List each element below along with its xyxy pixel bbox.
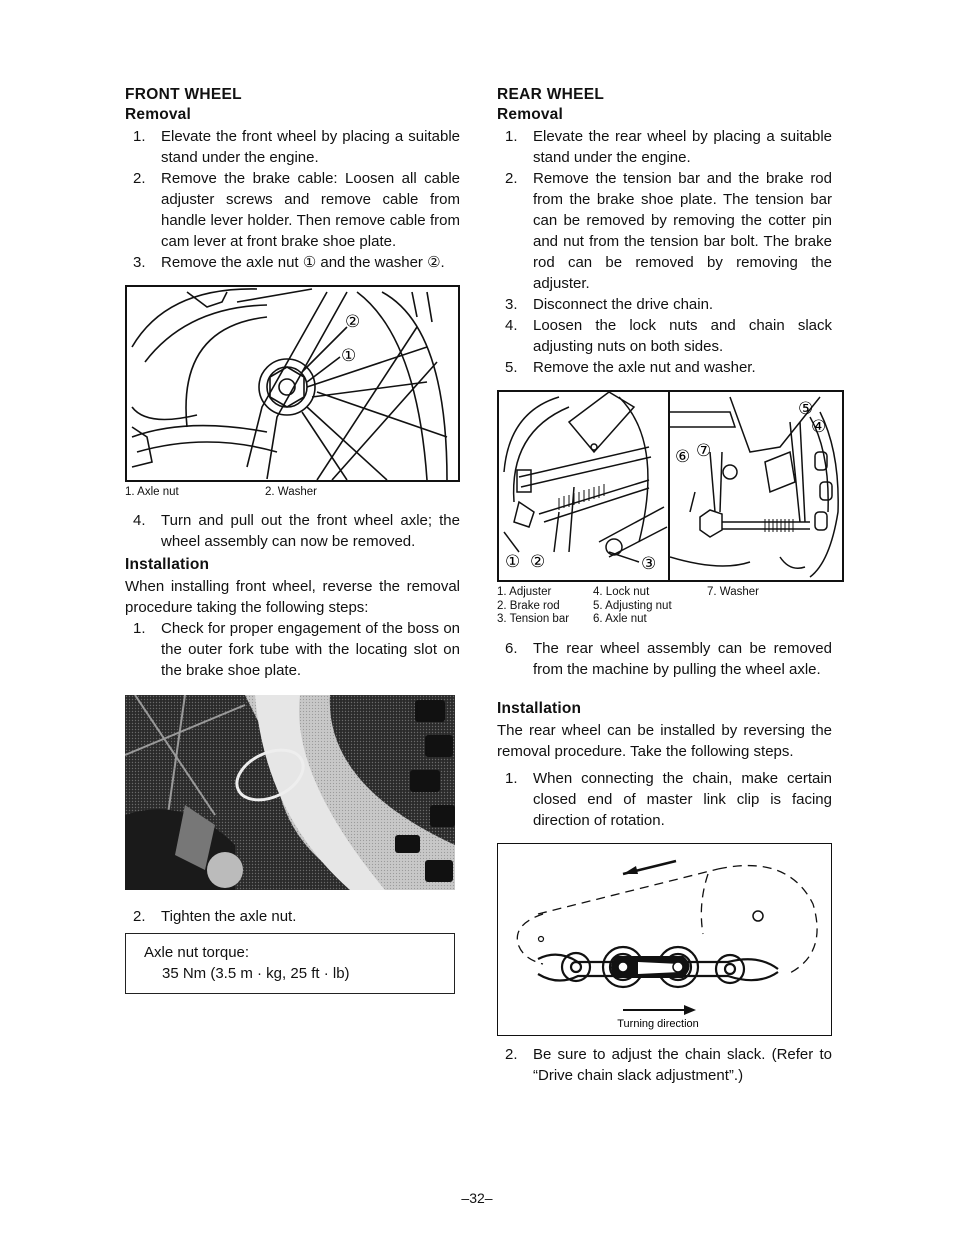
front-installation-intro: When installing front wheel, reverse the removal procedure taking the following steps: bbox=[125, 578, 460, 616]
front-axle-illustration-icon bbox=[127, 287, 458, 480]
front-installation-steps bbox=[125, 618, 460, 681]
rear-installation-step2 bbox=[497, 1044, 832, 1086]
master-link-figure bbox=[497, 843, 832, 1036]
caption-axle-nut: 6. Axle nut bbox=[593, 613, 647, 625]
rear-installation-steps bbox=[497, 768, 832, 831]
front-axle-figure bbox=[125, 285, 460, 482]
rear-removal-steps bbox=[497, 126, 832, 378]
list-item: 1. Elevate the front wheel by placing a suitable stand under the engine. bbox=[133, 128, 460, 166]
page-number: –32– bbox=[461, 1190, 493, 1206]
torque-spec-box bbox=[125, 933, 455, 994]
rear-removal-step6 bbox=[497, 638, 832, 680]
rear-callout-7: ⑦ bbox=[696, 441, 712, 460]
front-installation-step2 bbox=[125, 906, 460, 927]
list-item: 4. Loosen the lock nuts and chain slack adjusting nuts on both sides. bbox=[505, 317, 832, 355]
list-item: 4. Turn and pull out the front wheel axle; the wheel assembly can now be removed. bbox=[133, 512, 460, 550]
torque-label: Axle nut torque: bbox=[144, 944, 250, 961]
front-removal-steps bbox=[125, 126, 460, 273]
rear-axle-figure bbox=[497, 390, 844, 582]
list-item: 1. Check for proper engagement of the boss on the outer fork tube with the locating slot on the brake shoe plate. bbox=[133, 620, 460, 679]
front-installation-heading: Installation bbox=[125, 556, 210, 573]
rear-callout-5: ⑤ bbox=[798, 399, 814, 418]
rear-wheel-section bbox=[497, 86, 832, 1086]
rear-callout-1: ① bbox=[505, 552, 521, 571]
front-callout-2: ② bbox=[345, 312, 361, 331]
rear-installation-heading: Installation bbox=[497, 700, 582, 717]
list-item: 6. The rear wheel assembly can be removed from the machine by pulling the wheel axle. bbox=[505, 640, 832, 678]
fork-boss-photo bbox=[125, 695, 455, 890]
list-item: 3. Remove the axle nut ① and the washer ②. bbox=[133, 254, 445, 271]
caption-adjusting-nut: 5. Adjusting nut bbox=[593, 599, 672, 612]
list-item: 2. Tighten the axle nut. bbox=[133, 908, 297, 925]
caption-tension-bar: 3. Tension bar bbox=[497, 613, 570, 625]
front-figure-caption bbox=[125, 486, 460, 502]
rear-callout-2: ② bbox=[530, 552, 546, 571]
list-item: 1. Elevate the rear wheel by placing a suitable stand under the engine. bbox=[505, 128, 832, 166]
caption-washer: 7. Washer bbox=[707, 586, 759, 598]
master-link-diagram-icon bbox=[498, 844, 830, 1034]
front-wheel-title: FRONT WHEEL bbox=[125, 86, 242, 103]
front-callout-1: ① bbox=[341, 346, 357, 365]
list-item: 2. Be sure to adjust the chain slack. (Refer to “Drive chain slack adjustment”.) bbox=[505, 1046, 832, 1084]
rear-figure-caption bbox=[497, 586, 832, 628]
caption-axle-nut: 1. Axle nut bbox=[125, 486, 179, 498]
front-removal-heading: Removal bbox=[125, 106, 192, 123]
list-item: 2. Remove the brake cable: Loosen all cable adjuster screws and remove cable from handle lever holder. Then remove cable from cam lever at front brake shoe plate. bbox=[133, 170, 460, 250]
list-item: 2. Remove the tension bar and the brake rod from the brake shoe plate. The tension bar can be removed by removing the cotter pin and nut from the tension bar bolt. The brake rod can be removed by removing the adjuster. bbox=[505, 170, 832, 292]
front-removal-step4 bbox=[125, 510, 460, 552]
chain-adjuster-illustration-icon bbox=[670, 392, 842, 580]
list-item: 3. Disconnect the drive chain. bbox=[505, 296, 714, 313]
brake-rod-illustration-icon bbox=[499, 392, 668, 580]
torque-value: 35 Nm (3.5 m · kg, 25 ft · lb) bbox=[162, 965, 350, 982]
caption-adjuster: 1. Adjuster bbox=[497, 586, 552, 598]
caption-brake-rod: 2. Brake rod bbox=[497, 599, 560, 612]
list-item: 1. When connecting the chain, make certain closed end of master link clip is facing direction of rotation. bbox=[505, 770, 832, 829]
rear-wheel-title: REAR WHEEL bbox=[497, 86, 605, 103]
caption-lock-nut: 4. Lock nut bbox=[593, 586, 650, 598]
rear-callout-4: ④ bbox=[811, 417, 827, 436]
rear-callout-3: ③ bbox=[641, 554, 657, 573]
front-wheel-section bbox=[125, 86, 460, 994]
rear-callout-6: ⑥ bbox=[675, 447, 691, 466]
fork-boss-photo-icon bbox=[125, 695, 455, 890]
caption-washer: 2. Washer bbox=[265, 486, 317, 498]
turning-direction-caption: Turning direction bbox=[617, 1018, 699, 1030]
list-item: 5. Remove the axle nut and washer. bbox=[505, 359, 756, 376]
rear-removal-heading: Removal bbox=[497, 106, 564, 123]
rear-installation-intro: The rear wheel can be installed by reversing the removal procedure. Take the following steps. bbox=[497, 722, 832, 760]
